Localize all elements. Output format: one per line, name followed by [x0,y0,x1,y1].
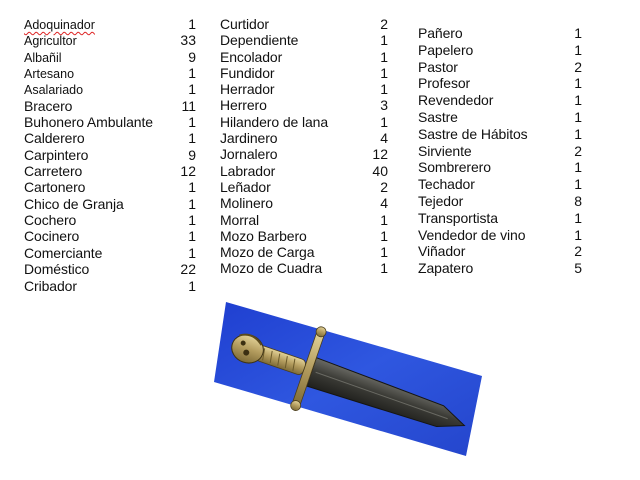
occupation-name: Leñador [220,178,271,195]
occupation-name: Carpintero [24,146,89,163]
occupation-count: 2 [380,16,388,32]
occupation-count: 1 [188,81,196,98]
occupation-count: 33 [180,32,196,49]
occupation-count: 22 [180,261,196,278]
occupation-row [24,245,196,261]
occupation-row [220,212,388,228]
occupation-name: Herrador [220,81,275,98]
occupation-row [418,193,582,210]
occupation-row [24,212,196,228]
occupation-row [24,130,196,146]
occupation-count: 12 [372,146,388,163]
occupation-name: Cocinero [24,228,80,245]
occupation-row [418,159,582,176]
occupation-name: Viñador [418,243,466,260]
occupation-name: Jornalero [220,146,278,163]
occupation-name: Dependiente [220,32,299,49]
occupation-count: 1 [188,212,196,229]
occupation-column-1 [24,16,196,294]
occupation-count: 1 [574,41,582,58]
occupation-count: 9 [188,48,196,65]
occupation-name: Fundidor [220,64,275,81]
occupation-row [220,195,388,211]
occupation-count: 1 [574,25,582,41]
occupation-name: Zapatero [418,260,474,277]
occupation-count: 1 [380,113,388,130]
occupation-name: Sombrerero [418,159,491,176]
occupation-count: 1 [380,64,388,81]
occupation-count: 1 [574,159,582,176]
occupation-count: 1 [380,260,388,277]
occupation-row [24,163,196,179]
occupation-row [24,179,196,195]
occupation-row [220,179,388,195]
occupation-count: 4 [380,130,388,147]
occupation-name: Mozo Barbero [220,227,307,244]
occupation-row [220,32,388,48]
occupation-count: 1 [380,244,388,261]
occupation-row [220,114,388,130]
occupation-count: 1 [188,195,196,212]
occupation-row [418,210,582,227]
occupation-count: 2 [574,243,582,260]
occupation-row [418,227,582,244]
occupation-name: Buhonero Ambulante [24,114,153,131]
occupation-count: 1 [188,65,196,82]
occupation-name: Sastre [418,108,458,125]
occupation-count: 1 [188,179,196,196]
occupation-count: 1 [574,108,582,125]
occupation-name: Transportista [418,209,498,226]
occupation-count: 1 [574,125,582,142]
occupation-row [220,16,388,32]
occupation-count: 2 [574,142,582,159]
occupation-name: Profesor [418,75,471,92]
occupation-name: Mozo de Cuadra [220,260,323,277]
occupation-name: Cribador [24,277,77,294]
occupation-name: Curtidor [220,16,269,32]
occupation-name: Carretero [24,163,83,180]
occupation-row [24,228,196,244]
occupation-count: 4 [380,195,388,212]
occupation-name: Bracero [24,97,73,114]
occupation-count: 1 [574,209,582,226]
occupation-count: 1 [188,114,196,131]
occupation-count: 1 [380,48,388,65]
occupation-name: Vendedor de vino [418,226,526,243]
occupation-name: Artesano [24,67,75,82]
occupation-count: 1 [188,16,196,32]
occupation-name: Adoquinador [24,18,95,32]
occupation-row [220,65,388,81]
occupation-name: Doméstico [24,261,90,278]
occupation-count: 1 [188,228,196,245]
occupation-row [24,147,196,163]
occupation-count: 12 [180,163,196,180]
occupation-count: 8 [574,192,582,209]
occupation-row [24,16,196,32]
occupation-count: 1 [574,176,582,193]
occupation-row [220,163,388,179]
occupation-column-3 [418,25,582,277]
occupation-row [220,130,388,146]
occupation-row [418,109,582,126]
sword-photo [214,302,482,456]
occupation-row [220,49,388,65]
occupation-name: Albañil [24,50,62,65]
occupation-row [24,278,196,294]
occupation-count: 1 [574,226,582,243]
occupation-name: Molinero [220,195,273,212]
occupation-count: 1 [574,75,582,92]
occupation-row [418,59,582,76]
occupation-row [220,81,388,97]
occupation-row [418,75,582,92]
occupation-count: 5 [574,260,582,277]
occupation-name: Mozo de Carga [220,244,315,261]
occupation-row [24,114,196,130]
occupation-count: 1 [380,227,388,244]
occupation-name: Pastor [418,58,458,75]
occupation-count: 1 [188,244,196,261]
occupation-name: Tejedor [418,192,464,209]
occupation-name: Morral [220,211,260,228]
occupation-name: Techador [418,176,475,193]
occupation-count: 1 [380,81,388,98]
occupation-row [220,97,388,113]
occupation-name: Comerciante [24,244,103,261]
occupation-row [24,81,196,97]
occupation-count: 9 [188,146,196,163]
occupation-name: Chico de Granja [24,195,124,212]
occupation-name: Calderero [24,130,85,147]
occupation-name: Asalariado [24,83,84,98]
occupation-name: Pañero [418,25,463,41]
occupation-count: 2 [380,178,388,195]
occupation-row [418,92,582,109]
occupation-count: 2 [574,58,582,75]
occupation-count: 1 [188,277,196,294]
occupation-row [220,146,388,162]
occupation-row [24,65,196,81]
occupation-name: Jardinero [220,130,278,147]
occupation-name: Papelero [418,41,474,58]
occupation-name: Cartonero [24,179,86,196]
occupation-row [418,143,582,160]
occupation-row [24,32,196,48]
occupation-row [418,176,582,193]
occupation-row [418,260,582,277]
occupation-name: Labrador [220,162,276,179]
occupation-count: 11 [181,97,196,114]
occupation-row [220,260,388,276]
occupation-name: Herrero [220,97,267,114]
occupation-name: Cochero [24,212,77,229]
occupation-name: Sirviente [418,142,472,159]
occupation-column-2 [220,16,388,277]
occupation-count: 1 [380,32,388,49]
occupation-row [418,126,582,143]
occupation-count: 1 [574,92,582,109]
occupation-name: Encolador [220,48,283,65]
occupation-row [24,261,196,277]
occupation-row [418,243,582,260]
occupation-row [24,49,196,65]
occupation-row [24,196,196,212]
occupation-name: Sastre de Hábitos [418,125,528,142]
occupation-name: Revendedor [418,92,494,109]
occupation-row [220,244,388,260]
occupation-count: 1 [380,211,388,228]
occupation-row [220,228,388,244]
occupation-row [24,98,196,114]
occupation-name: Hilandero de lana [220,113,329,130]
occupation-name: Agricultor [24,34,77,49]
occupation-count: 1 [188,130,196,147]
occupation-count: 40 [372,162,388,179]
occupation-row [418,42,582,59]
occupation-count: 3 [380,97,388,114]
occupation-row [418,25,582,42]
